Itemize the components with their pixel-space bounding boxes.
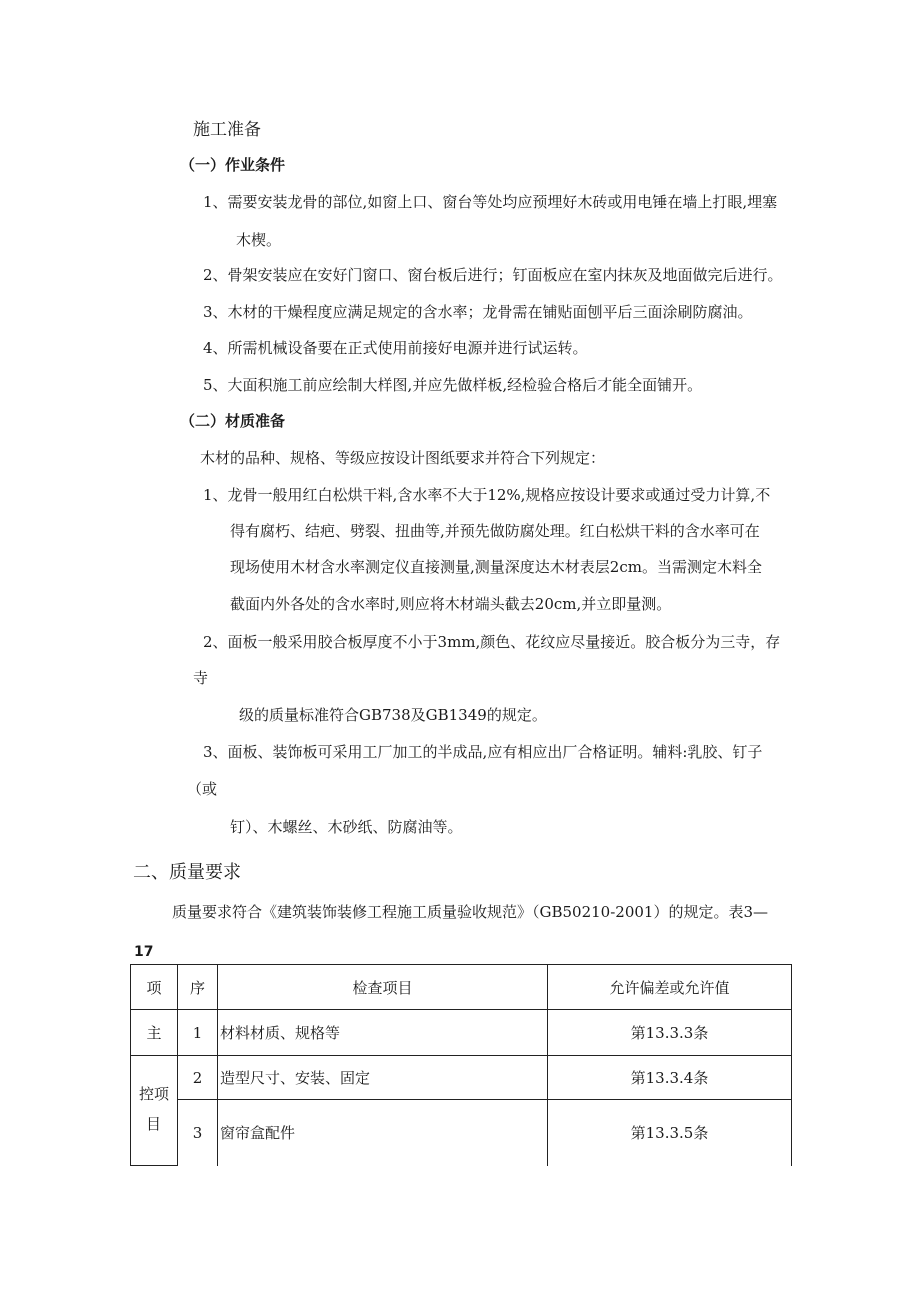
- row-seq: 2: [178, 1056, 218, 1100]
- row-value: 第13.3.3条: [548, 1010, 792, 1056]
- row-item: 窗帘盒配件: [218, 1100, 548, 1166]
- header-allowed-value: 允许偏差或允许值: [548, 965, 792, 1010]
- materials-line: （或: [187, 780, 218, 798]
- work-condition-4: 4、所需机械设备要在正式使用前接好电源并进行试运转。: [203, 339, 588, 357]
- row-value: 第13.3.4条: [548, 1056, 792, 1100]
- section-title: 施工准备: [193, 120, 261, 140]
- quality-intro: 质量要求符合《建筑装饰装修工程施工质量验收规范》（GB50210-2001）的规定。表3—: [172, 903, 769, 921]
- quality-heading: 二、质量要求: [133, 862, 241, 883]
- category-text-line: 控项: [138, 1085, 169, 1103]
- work-condition-3: 3、木材的干燥程度应满足规定的含水率；龙骨需在铺贴面刨平后三面涂刷防腐油。: [203, 303, 753, 321]
- table-row: [131, 1100, 792, 1166]
- work-condition-1-line1: 1、需要安装龙骨的部位,如窗上口、窗台等处均应预埋好木砖或用电锤在墙上打眼,埋塞: [203, 193, 778, 211]
- category-cell-main: 主: [131, 1010, 178, 1056]
- table-row: [131, 1056, 792, 1100]
- row-item: 材料材质、规格等: [218, 1010, 548, 1056]
- materials-line: 现场使用木材含水率测定仪直接测量,测量深度达木材表层2cm。当需测定木料全: [230, 558, 762, 576]
- work-conditions-heading: （一）作业条件: [180, 156, 286, 174]
- work-condition-2: 2、骨架安装应在安好门窗口、窗台板后进行；钉面板应在室内抹灰及地面做完后进行。: [203, 266, 783, 284]
- quality-table: [130, 964, 792, 1166]
- table-header-row: [131, 965, 792, 1010]
- materials-line: 1、龙骨一般用红白松烘干料,含水率不大于12%,规格应按设计要求或通过受力计算,不: [203, 486, 771, 504]
- header-seq: 序: [178, 965, 218, 1010]
- header-check-item: 检查项目: [218, 965, 548, 1010]
- materials-line: 级的质量标准符合GB738及GB1349的规定。: [239, 706, 547, 724]
- work-condition-1-line2: 木楔。: [236, 231, 282, 249]
- materials-line: 截面内外各处的含水率时,则应将木材端头截去20cm,并立即量测。: [230, 595, 672, 613]
- materials-line: 3、面板、装饰板可采用工厂加工的半成品,应有相应出厂合格证明。辅料:乳胶、钉子: [203, 743, 763, 761]
- materials-heading: （二）材质准备: [180, 412, 286, 430]
- materials-intro: 木材的品种、规格、等级应按设计图纸要求并符合下列规定：: [200, 449, 606, 467]
- category-cell-control: [131, 1056, 178, 1166]
- row-value: 第13.3.5条: [548, 1100, 792, 1166]
- row-seq: 3: [178, 1100, 218, 1166]
- work-condition-5: 5、大面积施工前应绘制大样图,并应先做样板,经检验合格后才能全面铺开。: [203, 376, 703, 394]
- table-row: [131, 1010, 792, 1056]
- table-number: 17: [134, 944, 154, 960]
- row-item: 造型尺寸、安装、固定: [218, 1056, 548, 1100]
- category-text-line: 目: [146, 1115, 162, 1133]
- materials-line: 得有腐朽、结疤、劈裂、扭曲等,并预先做防腐处理。红白松烘干料的含水率可在: [230, 522, 760, 540]
- materials-line: 寺: [193, 669, 209, 687]
- header-category: 项: [131, 965, 178, 1010]
- materials-line: 钉）、木螺丝、木砂纸、防腐油等。: [230, 818, 463, 836]
- materials-line: 2、面板一般采用胶合板厚度不小于3mm,颜色、花纹应尽量接近。胶合板分为三寺，存: [203, 633, 781, 651]
- row-seq: 1: [178, 1010, 218, 1056]
